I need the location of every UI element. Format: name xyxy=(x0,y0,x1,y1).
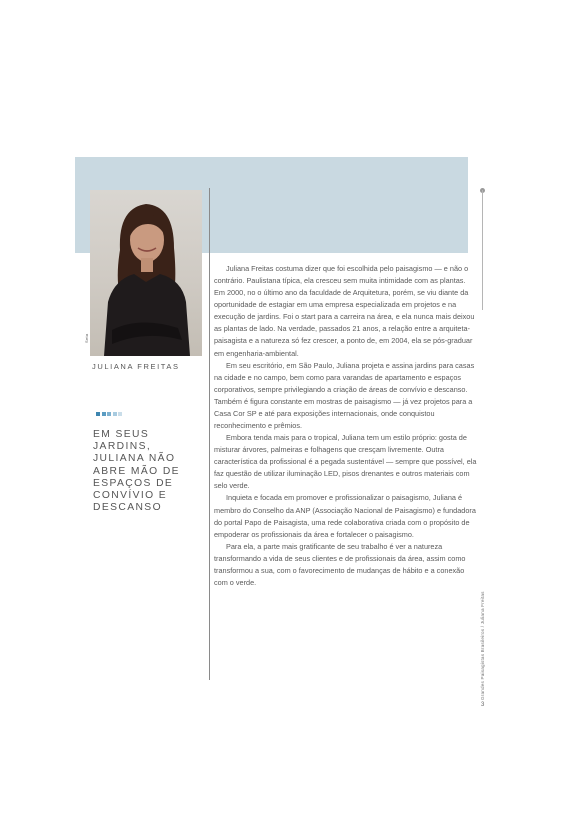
accent-square xyxy=(113,412,117,416)
running-title: Grandes Paisagistas Brasileiros / Juliana Freitas xyxy=(480,591,485,700)
photo-credit: Seta xyxy=(84,333,89,343)
pull-quote: EM SEUS JARDINS, JULIANA NÃO ABRE MÃO DE ESPAÇOS DE CONVÍVIO E DESCANSO xyxy=(93,429,180,514)
accent-square xyxy=(102,412,106,416)
profile-caption: JULIANA FREITAS xyxy=(92,362,180,371)
portrait-illustration xyxy=(90,190,202,356)
column-divider xyxy=(209,188,210,680)
accent-square xyxy=(107,412,111,416)
page-number: 3 xyxy=(481,702,485,708)
article-body xyxy=(214,263,478,589)
body-paragraph: Embora tenda mais para o tropical, Juliana tem um estilo próprio: gosta de misturar árvores, palmeiras e folhagens que cresçam livremente. Outra característica da profissional é a pegada sustentável — sempre que possível, ela faz questão de utilizar iluminação LED, pisos drenantes e outros materiais com selo verde. xyxy=(214,433,477,491)
body-paragraph: Juliana Freitas costuma dizer que foi escolhida pelo paisagismo — e não o contrário. Paulistana típica, ela cresceu sem muita intimidade com as plantas. Em 2000, no o último ano da faculdade de Arquitetura, porém, se viu diante da oportunidade de estagiar em uma empresa especializada em projetos e na execução de jardins. Foi o start para a carreira na área, e ela nunca mais deixou as plantas de lado. Na verdade, passados 21 anos, a relação entre a arquiteta-paisagista e a natureza só fez crescer, a ponto de, em 2004, ela se pós-graduar em engenharia-ambiental. xyxy=(214,264,475,358)
portrait-photo xyxy=(90,190,202,356)
body-paragraph: Em seu escritório, em São Paulo, Juliana projeta e assina jardins para casas na cidade e no campo, bem como para varandas de apartamento e espaços corporativos, sempre privilegiando a criação de áreas de convívio e descanso. Também é figura constante em mostras de paisagismo — já vez projetos para a Casa Cor SP e até para exposições internacionais, onde conquistou reconhecimento e prêmios. xyxy=(214,360,475,431)
accent-squares xyxy=(96,412,122,416)
body-paragraph: Para ela, a parte mais gratificante de seu trabalho é ver a natureza transformando a vida de seus clientes e de profissionais da área, assim como transformou a sua, com o favorecimento de mudanças de hábito e a conexão com o verde. xyxy=(214,541,466,588)
sidebar-rule xyxy=(482,190,483,310)
body-paragraph: Inquieta e focada em promover e profissionalizar o paisagismo, Juliana é membro do Conselho da ANP (Associação Nacional de Paisagismo) e fundadora do portal Papo de Paisagista, uma rede colaborativa criada com o propósito de empoderar os profissionais da área e fortalecer o paisagismo. xyxy=(214,493,476,539)
accent-square xyxy=(96,412,100,416)
accent-square xyxy=(118,412,122,416)
